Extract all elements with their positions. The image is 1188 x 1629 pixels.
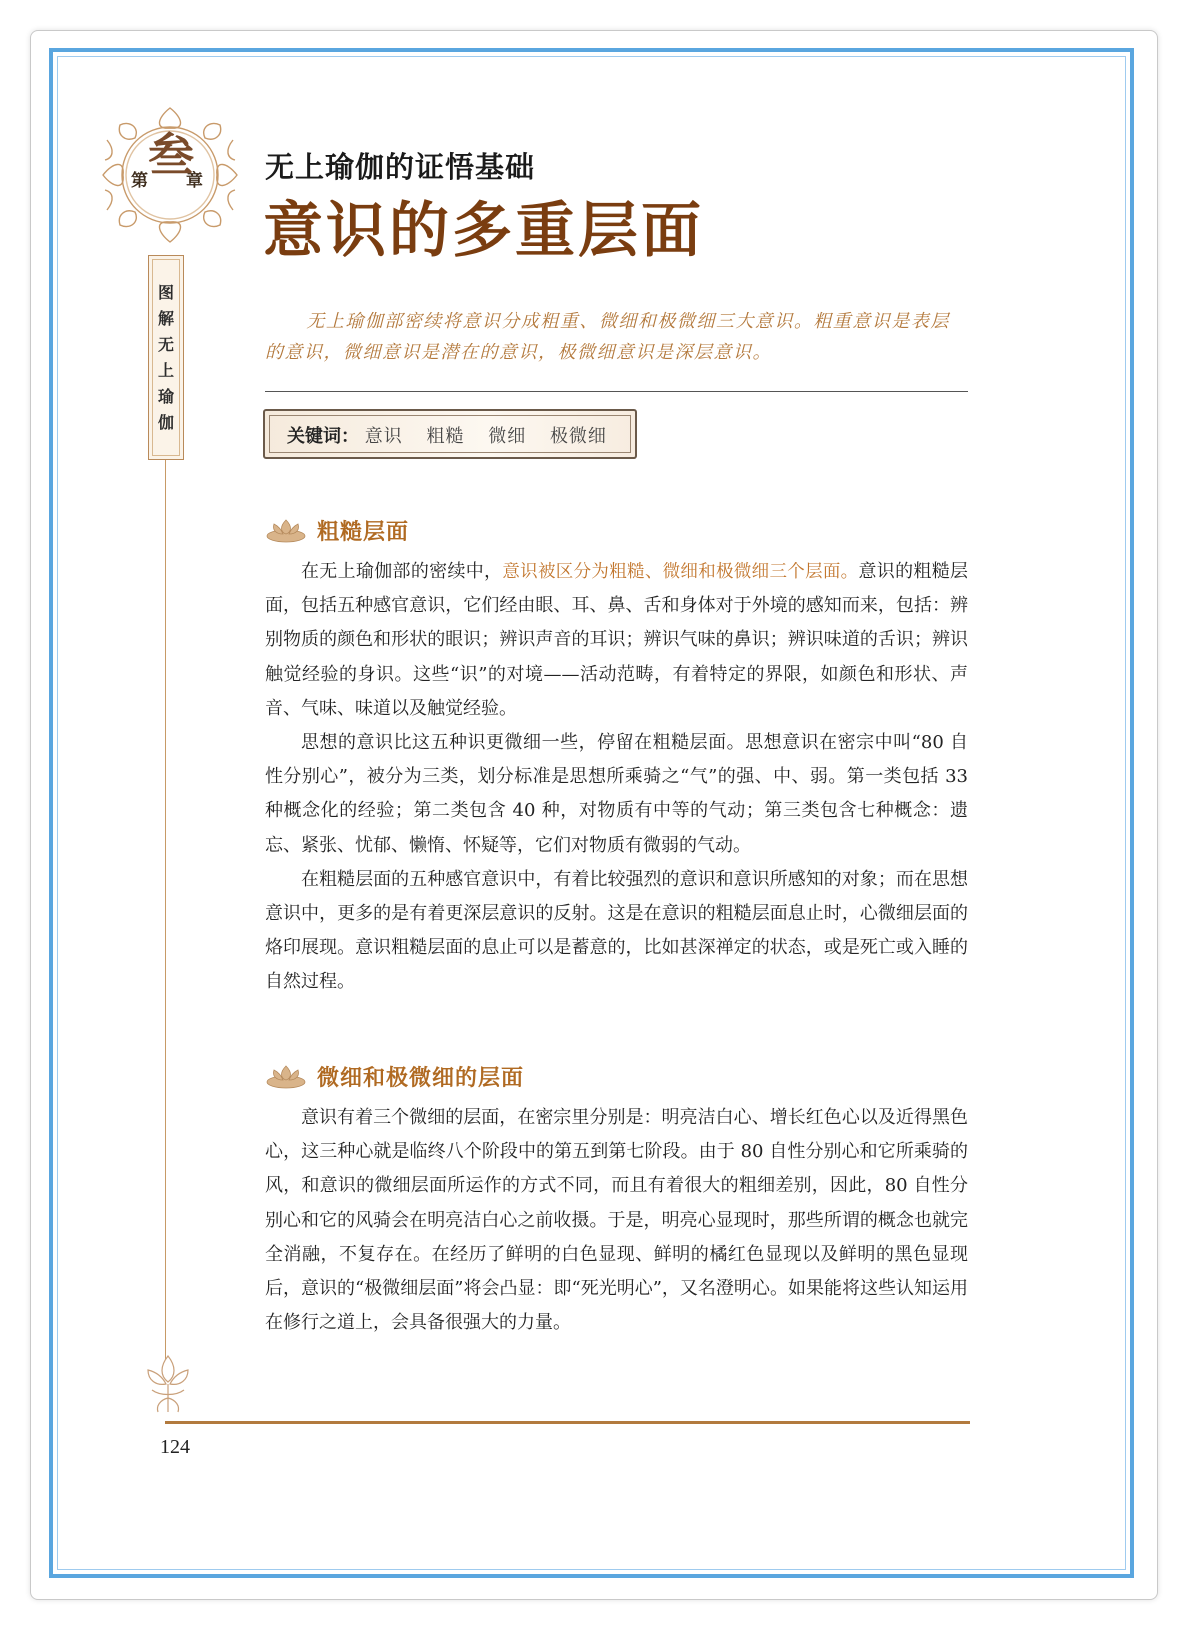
section1-paragraph-3: 在粗糙层面的五种感官意识中，有着比较强烈的意识和意识所感知的对象；而在思想意识中，更多的是有着更深层意识的反射。这是在意识的粗糙层面息止时，心微细层面的烙印展现。意识粗糙层面的息止可以是蓄意的，比如甚深禅定的状态，或是死亡或入睡的自然过程。: [265, 868, 968, 993]
section-heading-subtle: [265, 1058, 524, 1094]
chapter-label-left: 第: [131, 171, 148, 191]
chapter-label-right: 章: [186, 171, 203, 191]
side-tab-char: 瑜: [157, 387, 174, 406]
side-tab-char: 图: [157, 283, 174, 302]
keywords-box: [263, 409, 637, 459]
section1-paragraph-2: 思想的意识比这五种识更微细一些，停留在粗糙层面。思想意识在密宗中叫“80 自性分别心”，被分为三类，划分标准是思想所乘骑之“气”的强、中、弱。第一类包括 33 种概念化的经验；第二类包含 40 种，对物质有中等的气动；第三类包含七种概念：遗忘、紧张、忧郁、懒惰、怀疑等，它们对物质有微弱的气动。: [265, 732, 968, 856]
side-tab-char: 上: [157, 361, 174, 380]
lotus-bullet-icon: [265, 1062, 307, 1090]
section-title: 微细和极微细的层面: [317, 1065, 525, 1091]
side-tab-char: 无: [157, 335, 174, 354]
section2-body: [265, 1101, 968, 1340]
side-tab-char: 伽: [157, 413, 174, 432]
section1-p1-text-rest: 意识的粗糙层面，包括五种感官意识，它们经由眼、耳、鼻、舌和身体对于外境的感知而来，包括：辨别物质的颜色和形状的眼识；辨识声音的耳识；辨识气味的鼻识；辨识味道的舌识；辨识触觉经验的身识。这些“识”的对境——活动范畴，有着特定的界限，如颜色和形状、声音、气味、味道以及触觉经验。: [265, 561, 969, 719]
section-heading-coarse: [265, 512, 409, 548]
intro-divider: [265, 391, 968, 392]
intro-paragraph: 无上瑜伽部密续将意识分成粗重、微细和极微细三大意识。粗重意识是表层的意识，微细意识是潜在的意识，极微细意识是深层意识。: [265, 311, 950, 363]
section1-body: [265, 555, 968, 1000]
lotus-bullet-icon: [265, 516, 307, 544]
section-title: 粗糙层面: [317, 519, 410, 545]
section1-p1-text: 在无上瑜伽部的密续中，: [301, 561, 503, 582]
section2-paragraph-1: 意识有着三个微细的层面，在密宗里分别是：明亮洁白心、增长红色心以及近得黑色心，这三种心就是临终八个阶段中的第五到第七阶段。由于 80 自性分别心和它所乘骑的风，和意识的微细层面所运作的方式不同，而且有着很大的粗细差别，因此，80 自性分别心和它的风骑会在明亮洁白心之前收摄。于是，明亮心显现时，那些所谓的概念也就完全消融，不复存在。在经历了鲜明的白色显现、鲜明的橘红色显现以及鲜明的黑色显现后，意识的“极微细层面”将会凸显：即“死光明心”，又名澄明心。如果能将这些认知运用在修行之道上，会具备很强大的力量。: [265, 1107, 968, 1334]
keywords-label: 关键词：: [287, 426, 359, 447]
page-title: 意识的多重层面: [263, 196, 704, 266]
book-title-side-tab: [148, 255, 184, 460]
section1-p1-highlight: 意识被区分为粗糙、微细和极微细三个层面。: [502, 562, 859, 582]
keyword-item: 微细: [488, 426, 527, 447]
keyword-item: 极微细: [549, 426, 607, 447]
side-vertical-rule: [165, 460, 166, 1360]
chapter-subtitle: 无上瑜伽的证悟基础: [265, 150, 536, 184]
lotus-ornament-icon: [138, 1348, 198, 1418]
keyword-item: 意识: [364, 426, 403, 447]
section1-paragraph-1: [265, 555, 968, 726]
footer-rule: [165, 1421, 970, 1424]
keyword-item: 粗糙: [426, 426, 465, 447]
page-number: 124: [160, 1436, 190, 1458]
side-tab-char: 解: [157, 309, 174, 328]
chapter-numeral: 叁: [148, 128, 194, 182]
